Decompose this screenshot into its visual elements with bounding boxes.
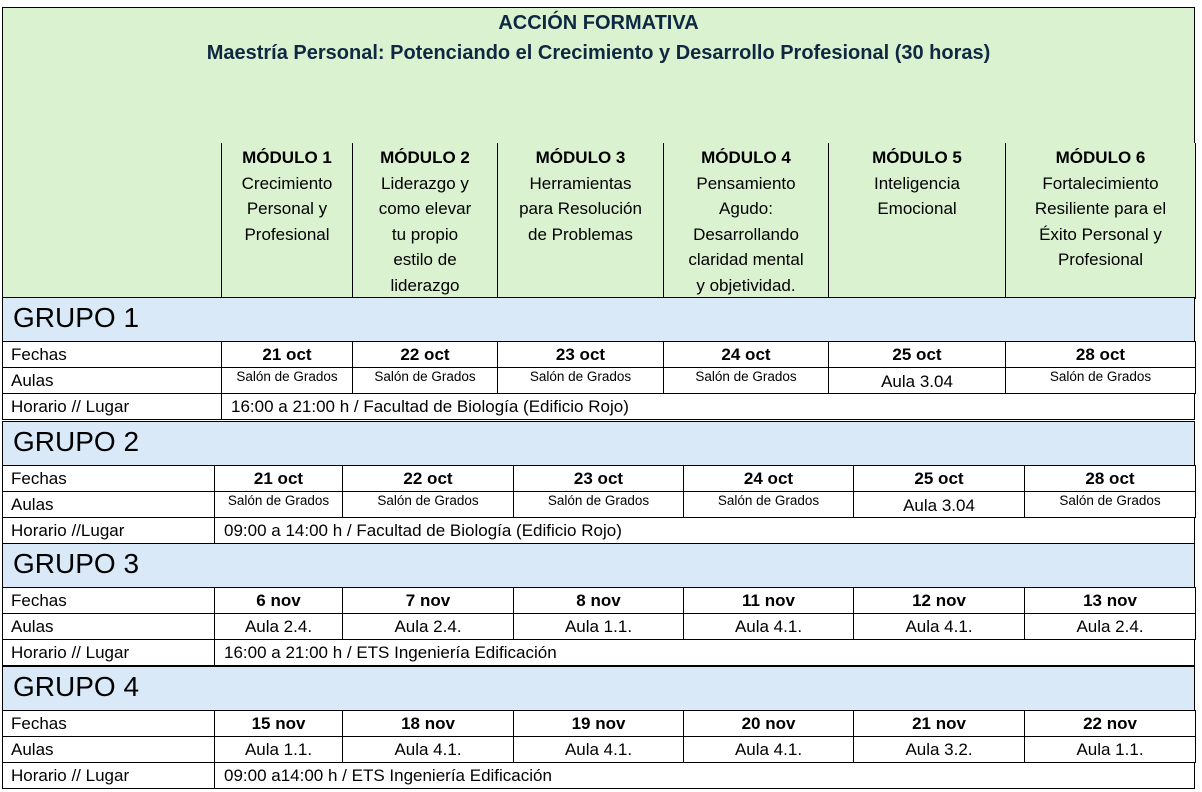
module-header-1 [221, 143, 353, 299]
aula-cell: Salón de Grados [497, 367, 664, 394]
module-header-5 [828, 143, 1006, 299]
aula-cell: Aula 4.1. [683, 613, 854, 640]
date-cell: 23 oct [497, 341, 664, 368]
aulas-label: Aulas [2, 367, 222, 394]
module-title: MÓDULO 3 [535, 148, 626, 167]
horario-value: 09:00 a14:00 h / ETS Ingeniería Edificación [214, 762, 1195, 789]
group-title-3: GRUPO 3 [2, 543, 1195, 588]
aulas-label: Aulas [2, 491, 215, 518]
module-description-line: Herramientas [529, 173, 632, 193]
horario-label: Horario // Lugar [2, 393, 222, 420]
date-cell: 21 nov [853, 710, 1025, 737]
aula-cell: Aula 1.1. [214, 736, 343, 763]
aula-cell: Salón de Grados [342, 491, 514, 518]
title-block [2, 7, 1195, 144]
page-subtitle: Maestría Personal: Potenciando el Crecimiento y Desarrollo Profesional (30 horas) [206, 42, 991, 64]
date-cell: 7 nov [342, 587, 514, 614]
module-description-line: Fortalecimiento [1042, 173, 1159, 193]
date-cell: 21 oct [221, 341, 353, 368]
aulas-label: Aulas [2, 613, 215, 640]
aula-cell: Salón de Grados [513, 491, 684, 518]
date-cell: 11 nov [683, 587, 854, 614]
date-cell: 15 nov [214, 710, 343, 737]
module-description-line: Profesional [244, 224, 330, 244]
module-description-line: Inteligencia [873, 173, 960, 193]
modules-header-blank [2, 143, 222, 299]
aula-cell: Aula 2.4. [1024, 613, 1196, 640]
module-description-line: Resiliente para el [1034, 199, 1167, 219]
module-header-4 [663, 143, 829, 299]
module-description-line: y objetividad. [696, 275, 796, 295]
horario-label: Horario // Lugar [2, 762, 215, 789]
aula-cell: Aula 3.2. [853, 736, 1025, 763]
date-cell: 24 oct [683, 465, 854, 492]
module-description-line: para Resolución [519, 199, 642, 219]
group-title-1: GRUPO 1 [2, 297, 1195, 342]
module-title: MÓDULO 4 [701, 148, 791, 167]
date-cell: 22 nov [1024, 710, 1196, 737]
aula-cell: Salón de Grados [1005, 367, 1196, 394]
date-cell: 24 oct [663, 341, 829, 368]
module-header-2 [352, 143, 498, 299]
aula-cell: Aula 2.4. [342, 613, 514, 640]
date-cell: 25 oct [853, 465, 1025, 492]
module-description-line: tu propio [391, 224, 459, 244]
aula-cell: Aula 1.1. [1024, 736, 1196, 763]
date-cell: 28 oct [1024, 465, 1196, 492]
aula-cell: Aula 1.1. [513, 613, 684, 640]
fechas-label: Fechas [2, 587, 215, 614]
fechas-label: Fechas [2, 465, 215, 492]
fechas-label: Fechas [2, 341, 222, 368]
group-title-4: GRUPO 4 [2, 666, 1195, 711]
date-cell: 25 oct [828, 341, 1006, 368]
module-description-line: liderazgo [390, 275, 460, 295]
aula-cell: Aula 4.1. [683, 736, 854, 763]
date-cell: 12 nov [853, 587, 1025, 614]
horario-value: 16:00 a 21:00 h / ETS Ingeniería Edificación [214, 639, 1195, 666]
aula-cell: Salón de Grados [214, 491, 343, 518]
module-description-line: como elevar [378, 199, 472, 219]
date-cell: 19 nov [513, 710, 684, 737]
date-cell: 8 nov [513, 587, 684, 614]
module-description-line: Emocional [877, 199, 957, 219]
horario-value: 09:00 a 14:00 h / Facultad de Biología (Edificio Rojo) [214, 517, 1195, 544]
date-cell: 13 nov [1024, 587, 1196, 614]
fechas-label: Fechas [2, 710, 215, 737]
module-description-line: Pensamiento [696, 173, 796, 193]
module-description-line: claridad mental [688, 250, 804, 270]
aula-cell: Salón de Grados [221, 367, 353, 394]
aula-cell: Salón de Grados [1024, 491, 1196, 518]
date-cell: 23 oct [513, 465, 684, 492]
aula-cell: Salón de Grados [352, 367, 498, 394]
horario-value: 16:00 a 21:00 h / Facultad de Biología (Edificio Rojo) [221, 393, 1195, 420]
date-cell: 18 nov [342, 710, 514, 737]
module-description-line: Profesional [1057, 250, 1144, 270]
aula-cell: Salón de Grados [683, 491, 854, 518]
date-cell: 20 nov [683, 710, 854, 737]
date-cell: 6 nov [214, 587, 343, 614]
module-description-line: Éxito Personal y [1039, 224, 1162, 244]
module-description-line: Crecimiento [241, 173, 333, 193]
aula-cell: Aula 4.1. [853, 613, 1025, 640]
module-description-line: Personal y [246, 199, 328, 219]
module-header-6 [1005, 143, 1196, 299]
aula-cell: Aula 2.4. [214, 613, 343, 640]
module-title: MÓDULO 6 [1055, 148, 1146, 167]
aula-cell: Aula 4.1. [342, 736, 514, 763]
module-description-line: Liderazgo y [381, 173, 469, 193]
date-cell: 22 oct [342, 465, 514, 492]
module-description-line: Agudo: [719, 199, 773, 219]
aulas-label: Aulas [2, 736, 215, 763]
module-description-line: Desarrollando [693, 224, 799, 244]
aula-cell: Aula 3.04 [853, 491, 1025, 518]
module-title: MÓDULO 1 [242, 148, 332, 167]
horario-label: Horario // Lugar [2, 639, 215, 666]
module-description-line: de Problemas [528, 224, 633, 244]
aula-cell: Aula 4.1. [513, 736, 684, 763]
date-cell: 28 oct [1005, 341, 1196, 368]
module-title: MÓDULO 2 [380, 148, 470, 167]
module-header-3 [497, 143, 664, 299]
date-cell: 21 oct [214, 465, 343, 492]
page-title: ACCIÓN FORMATIVA [498, 12, 699, 34]
aula-cell: Salón de Grados [663, 367, 829, 394]
aula-cell: Aula 3.04 [828, 367, 1006, 394]
date-cell: 22 oct [352, 341, 498, 368]
module-title: MÓDULO 5 [872, 148, 962, 167]
horario-label: Horario //Lugar [2, 517, 215, 544]
group-title-2: GRUPO 2 [2, 421, 1195, 466]
module-description-line: estilo de [393, 250, 457, 270]
